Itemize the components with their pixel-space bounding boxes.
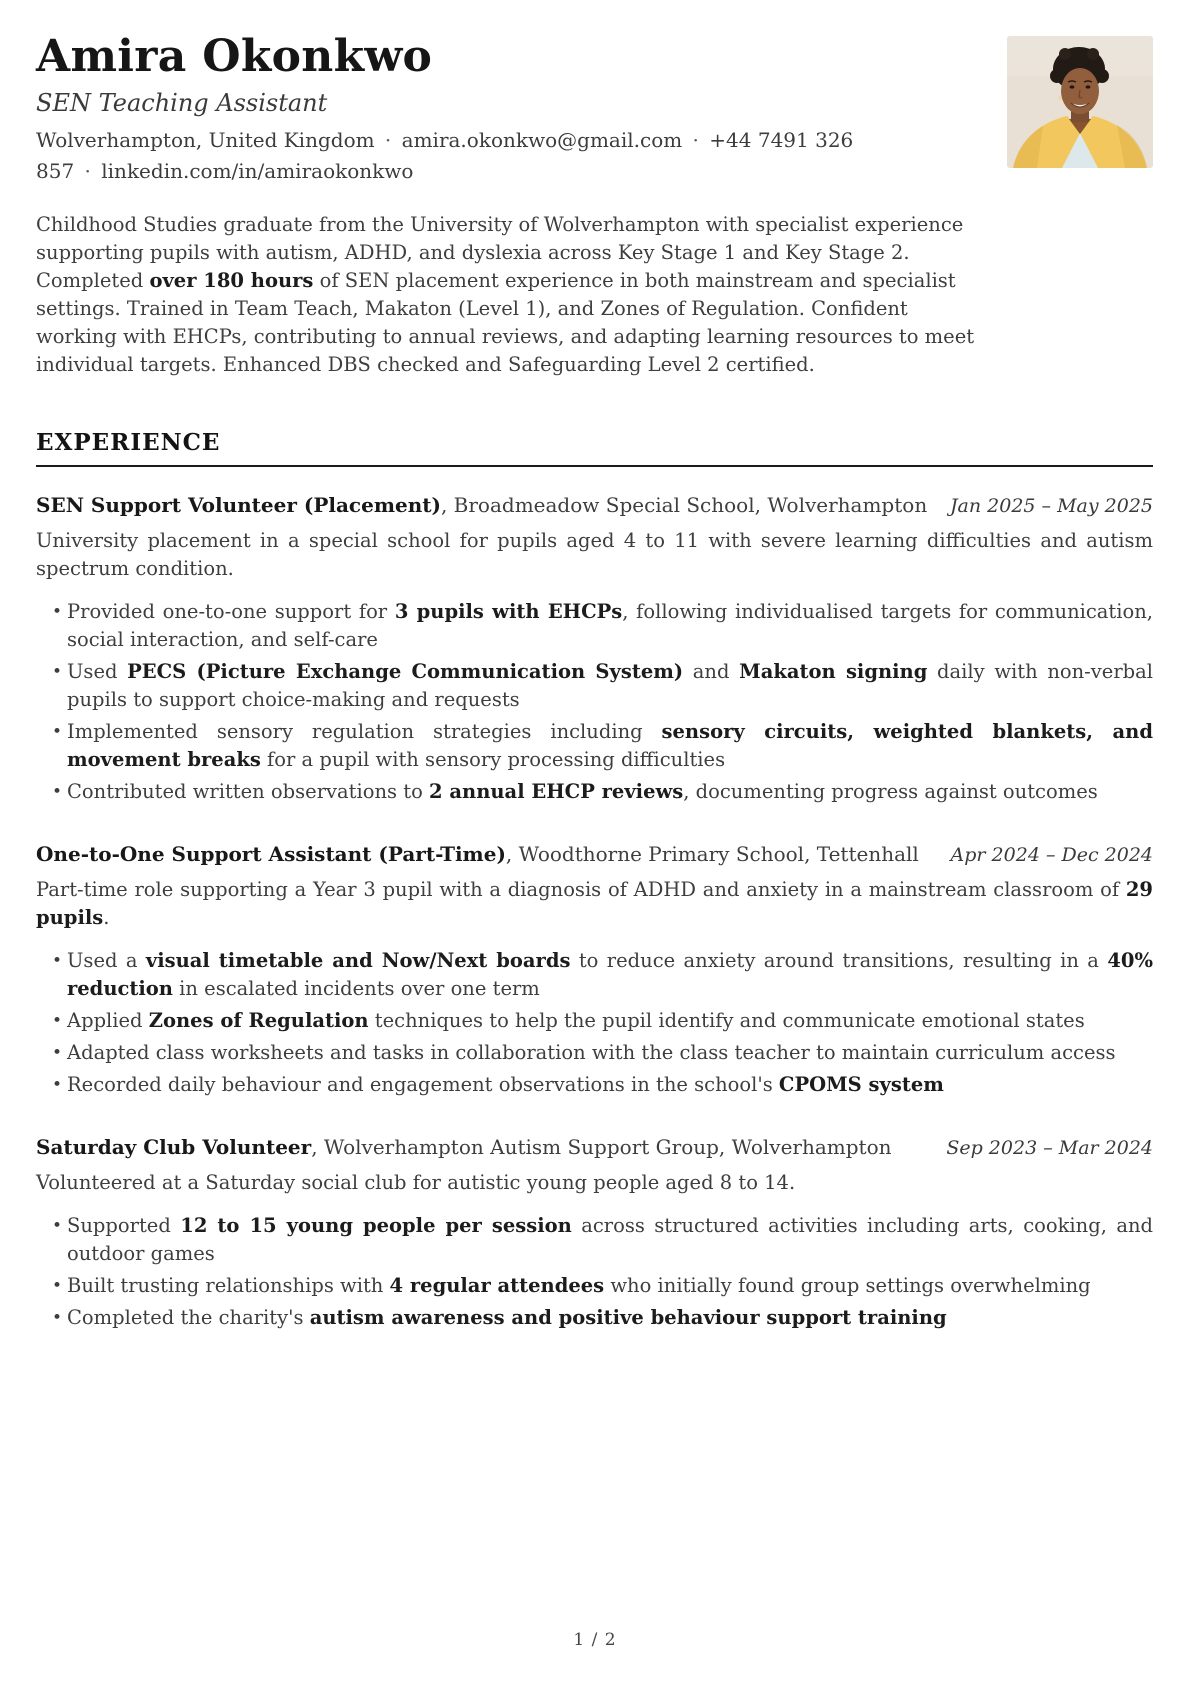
job-title: One-to-One Support Assistant (Part-Time) (36, 842, 506, 867)
contact-separator: · (378, 128, 398, 153)
page-footer (0, 1630, 1190, 1650)
text-run: , following individualised targets for communication, social interaction, and self-care (67, 600, 1153, 652)
text-run: University placement in a special school for pupils aged 4 to 11 with severe learning difficulties and autism spectrum condition. (36, 529, 1153, 581)
contact-info (36, 125, 886, 187)
text-run: Childhood Studies graduate from the University of Wolverhampton with specialist experience supporting pupils with autism, ADHD, and dyslexia across Key Stage 1 and Key Stage 2. Completed (36, 213, 964, 293)
job-header (36, 1133, 1153, 1162)
highlighted-text: PECS (Picture Exchange Communication System) (127, 660, 684, 684)
bullet-item (36, 658, 1153, 714)
job-list (36, 491, 1153, 1332)
highlighted-text: autism awareness and positive behaviour support training (309, 1306, 947, 1330)
candidate-job-title: SEN Teaching Assistant (36, 89, 328, 118)
contact-phone: +44 7491 326 857 (36, 128, 854, 184)
text-run: Completed the charity's (67, 1306, 310, 1330)
job-entry (36, 1133, 1153, 1332)
experience-heading: EXPERIENCE (36, 429, 1153, 467)
highlighted-text: 2 annual EHCP reviews (429, 780, 684, 804)
bullet-item (36, 947, 1153, 1003)
contact-separator: · (78, 159, 98, 184)
experience-section (36, 429, 1153, 1332)
highlighted-text: visual timetable and Now/Next boards (145, 949, 571, 973)
job-title-line (36, 840, 919, 868)
text-run: Provided one-to-one support for (67, 600, 395, 624)
job-header (36, 840, 1153, 869)
job-organisation: , Broadmeadow Special School, Wolverhampton (440, 493, 928, 518)
text-run: Implemented sensory regulation strategies including (67, 720, 662, 744)
job-bullets (36, 598, 1153, 806)
bullet-item (36, 1071, 1153, 1099)
job-entry (36, 840, 1153, 1099)
highlighted-text: 3 pupils with EHCPs (394, 600, 623, 624)
bullet-item (36, 598, 1153, 654)
highlighted-text: 40% reduction (67, 949, 1153, 1001)
job-bullets (36, 1212, 1153, 1332)
bullet-item (36, 1212, 1153, 1268)
text-run: and (683, 660, 740, 684)
text-run: Volunteered at a Saturday social club for autistic young people aged 8 to 14. (36, 1171, 796, 1195)
job-title-line (36, 491, 927, 519)
highlighted-text: over 180 hours (149, 269, 314, 293)
contact-separator: · (686, 128, 706, 153)
job-dates: Apr 2024 – Dec 2024 (950, 844, 1153, 867)
highlighted-text: CPOMS system (778, 1073, 944, 1097)
text-run: for a pupil with sensory processing difficulties (260, 748, 726, 772)
job-title: SEN Support Volunteer (Placement) (36, 493, 441, 518)
text-run: , documenting progress against outcomes (683, 780, 1098, 804)
bullet-item (36, 1007, 1153, 1035)
bullet-item (36, 1039, 1153, 1067)
text-run: to reduce anxiety around transitions, resulting in a (570, 949, 1108, 973)
text-run: techniques to help the pupil identify and communicate emotional states (368, 1009, 1085, 1033)
text-run: Applied (67, 1009, 149, 1033)
job-description (36, 527, 1153, 583)
job-dates: Sep 2023 – Mar 2024 (946, 1137, 1153, 1160)
candidate-name: Amira Okonkwo (36, 31, 433, 82)
text-run: Used (67, 660, 128, 684)
highlighted-text: Makaton signing (739, 660, 928, 684)
text-run: Part-time role supporting a Year 3 pupil with a diagnosis of ADHD and anxiety in a mainstream classroom of (36, 878, 1126, 902)
highlighted-text: sensory circuits, weighted blankets, and movement breaks (67, 720, 1153, 772)
text-run: Supported (67, 1214, 181, 1238)
contact-email[interactable]: amira.okonkwo@gmail.com (401, 128, 683, 153)
summary-paragraph (36, 211, 978, 379)
text-run: daily with non-verbal pupils to support choice-making and requests (67, 660, 1153, 712)
profile-photo-illustration (1007, 36, 1153, 168)
profile-photo (1007, 36, 1153, 168)
job-dates: Jan 2025 – May 2025 (949, 495, 1153, 518)
highlighted-text: 4 regular attendees (389, 1274, 605, 1298)
text-run: in escalated incidents over one term (172, 977, 540, 1001)
job-description (36, 1169, 1153, 1197)
bullet-item (36, 718, 1153, 774)
text-run: Recorded daily behaviour and engagement observations in the school's (67, 1073, 779, 1097)
bullet-item (36, 778, 1153, 806)
text-run: of SEN placement experience in both mainstream and specialist settings. Trained in Team Teach, Makaton (Level 1), and Zones of Regulation. Confident working with EHCPs, contributing to annual reviews, and adapting learning resources to meet individual targets. Enhanced DBS checked and Safeguarding Level 2 certified. (36, 269, 975, 377)
text-run: Built trusting relationships with (67, 1274, 390, 1298)
highlighted-text: Zones of Regulation (148, 1009, 369, 1033)
bullet-item (36, 1272, 1153, 1300)
bullet-item (36, 1304, 1153, 1332)
contact-linkedin[interactable]: linkedin.com/in/amiraokonkwo (101, 159, 414, 184)
contact-location: Wolverhampton, United Kingdom (36, 128, 375, 153)
job-organisation: , Woodthorne Primary School, Tettenhall (505, 842, 919, 867)
page-number: 1 / 2 (573, 1630, 617, 1650)
job-title: Saturday Club Volunteer (36, 1135, 312, 1160)
text-run: who initially found group settings overwhelming (604, 1274, 1091, 1298)
text-run: Adapted class worksheets and tasks in collaboration with the class teacher to maintain curriculum access (67, 1041, 1116, 1065)
text-run: across structured activities including arts, cooking, and outdoor games (67, 1214, 1153, 1266)
job-title-line (36, 1133, 892, 1161)
job-entry (36, 491, 1153, 806)
highlighted-text: 12 to 15 young people per session (180, 1214, 572, 1238)
highlighted-text: 29 pupils (36, 878, 1153, 930)
text-run: . (103, 906, 110, 930)
text-run: Used a (67, 949, 146, 973)
text-run: Contributed written observations to (67, 780, 430, 804)
job-bullets (36, 947, 1153, 1099)
job-header (36, 491, 1153, 520)
job-description (36, 876, 1153, 932)
resume-header (36, 31, 1153, 187)
job-organisation: , Wolverhampton Autism Support Group, Wolverhampton (311, 1135, 892, 1160)
